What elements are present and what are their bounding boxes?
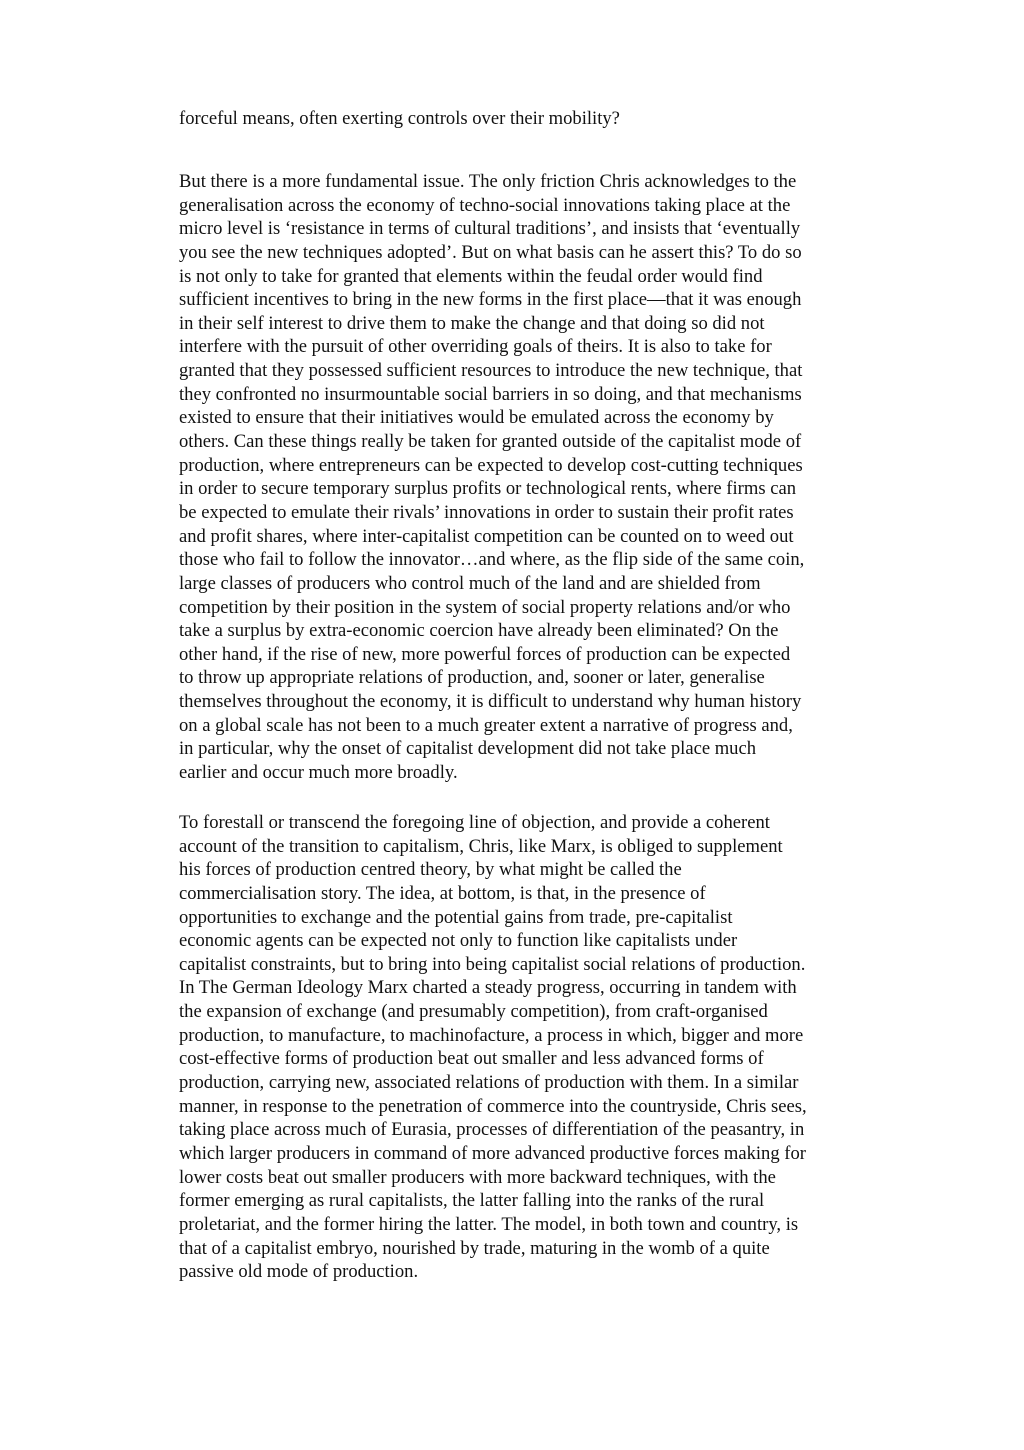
text-line: earlier and occur much more broadly. [179,762,458,784]
text-line: account of the transition to capitalism, Chris, like Marx, is obliged to supplement [179,835,783,857]
text-line: forceful means, often exerting controls over their mobility? [179,108,620,129]
text-line: in particular, why the onset of capitalist development did not take place much [179,738,757,760]
text-line: granted that they possessed sufficient resources to introduce the new technique, that [179,360,803,382]
text-line: cost-effective forms of production beat out smaller and less advanced forms of [179,1048,764,1070]
text-line: which larger producers in command of more advanced productive forces making for [179,1142,806,1164]
text-line: passive old mode of production. [179,1261,419,1283]
paragraph-3 [179,811,807,1284]
text-line: In The German Ideology Marx charted a steady progress, occurring in tandem with [179,977,797,999]
text-line: production, where entrepreneurs can be expected to develop cost-cutting techniques [179,454,803,476]
text-line: in their self interest to drive them to make the change and that doing so did not [179,312,765,334]
text-line: take a surplus by extra-economic coercion have already been eliminated? On the [179,620,779,642]
text-line: taking place across much of Eurasia, processes of differentiation of the peasantry, in [179,1119,805,1141]
text-line: large classes of producers who control much of the land and are shielded from [179,572,761,594]
text-line: themselves throughout the economy, it is difficult to understand why human history [179,691,802,713]
text-line: former emerging as rural capitalists, the latter falling into the ranks of the rural [179,1190,765,1212]
text-line: those who fail to follow the innovator…and where, as the flip side of the same coin, [179,549,805,571]
text-line: micro level is ‘resistance in terms of cultural traditions’, and insists that ‘eventually [179,218,801,240]
text-line: production, to manufacture, to machinofacture, a process in which, bigger and more [179,1024,804,1046]
text-line: proletariat, and the former hiring the latter. The model, in both town and country, is [179,1213,799,1235]
text-line: production, carrying new, associated relations of production with them. In a similar [179,1072,799,1094]
paragraph-1 [179,107,620,131]
text-line: But there is a more fundamental issue. The only friction Chris acknowledges to the [179,171,797,192]
text-line: be expected to emulate their rivals’ innovations in order to sustain their profit rates [179,501,794,523]
text-line: other hand, if the rise of new, more powerful forces of production can be expected [179,643,791,665]
text-line: interfere with the pursuit of other overriding goals of theirs. It is also to take for [179,336,772,358]
text-line: that of a capitalist embryo, nourished by trade, maturing in the womb of a quite [179,1237,770,1259]
text-line: manner, in response to the penetration of commerce into the countryside, Chris sees, [179,1095,807,1117]
text-line: competition by their position in the system of social property relations and/or who [179,596,791,618]
text-line: you see the new techniques adopted’. But on what basis can he assert this? To do so [179,241,802,263]
text-line: on a global scale has not been to a much greater extent a narrative of progress and, [179,714,793,736]
text-line: generalisation across the economy of techno-social innovations taking place at the [179,194,791,216]
text-line: and profit shares, where inter-capitalist competition can be counted on to weed out [179,525,794,547]
paragraph-2 [179,170,804,785]
text-line: capitalist constraints, but to bring into being capitalist social relations of production. [179,953,806,975]
text-line: lower costs beat out smaller producers with more backward techniques, with the [179,1166,776,1188]
text-line: economic agents can be expected not only to function like capitalists under [179,930,738,952]
text-line: commercialisation story. The idea, at bottom, is that, in the presence of [179,882,706,904]
text-line: existed to ensure that their initiatives would be emulated across the economy by [179,407,774,429]
text-line: to throw up appropriate relations of production, and, sooner or later, generalise [179,667,765,689]
text-line: in order to secure temporary surplus profits or technological rents, where firms can [179,478,797,500]
text-line: others. Can these things really be taken for granted outside of the capitalist mode of [179,431,802,453]
text-line: To forestall or transcend the foregoing line of objection, and provide a coherent [179,812,770,833]
text-line: they confronted no insurmountable social barriers in so doing, and that mechanisms [179,383,802,405]
text-line: opportunities to exchange and the potential gains from trade, pre-capitalist [179,906,733,928]
text-line: the expansion of exchange (and presumably competition), from craft-organised [179,1001,768,1023]
text-line: sufficient incentives to bring in the new forms in the first place—that it was enough [179,289,802,311]
text-line: his forces of production centred theory, by what might be called the [179,859,682,881]
text-line: is not only to take for granted that elements within the feudal order would find [179,265,763,287]
